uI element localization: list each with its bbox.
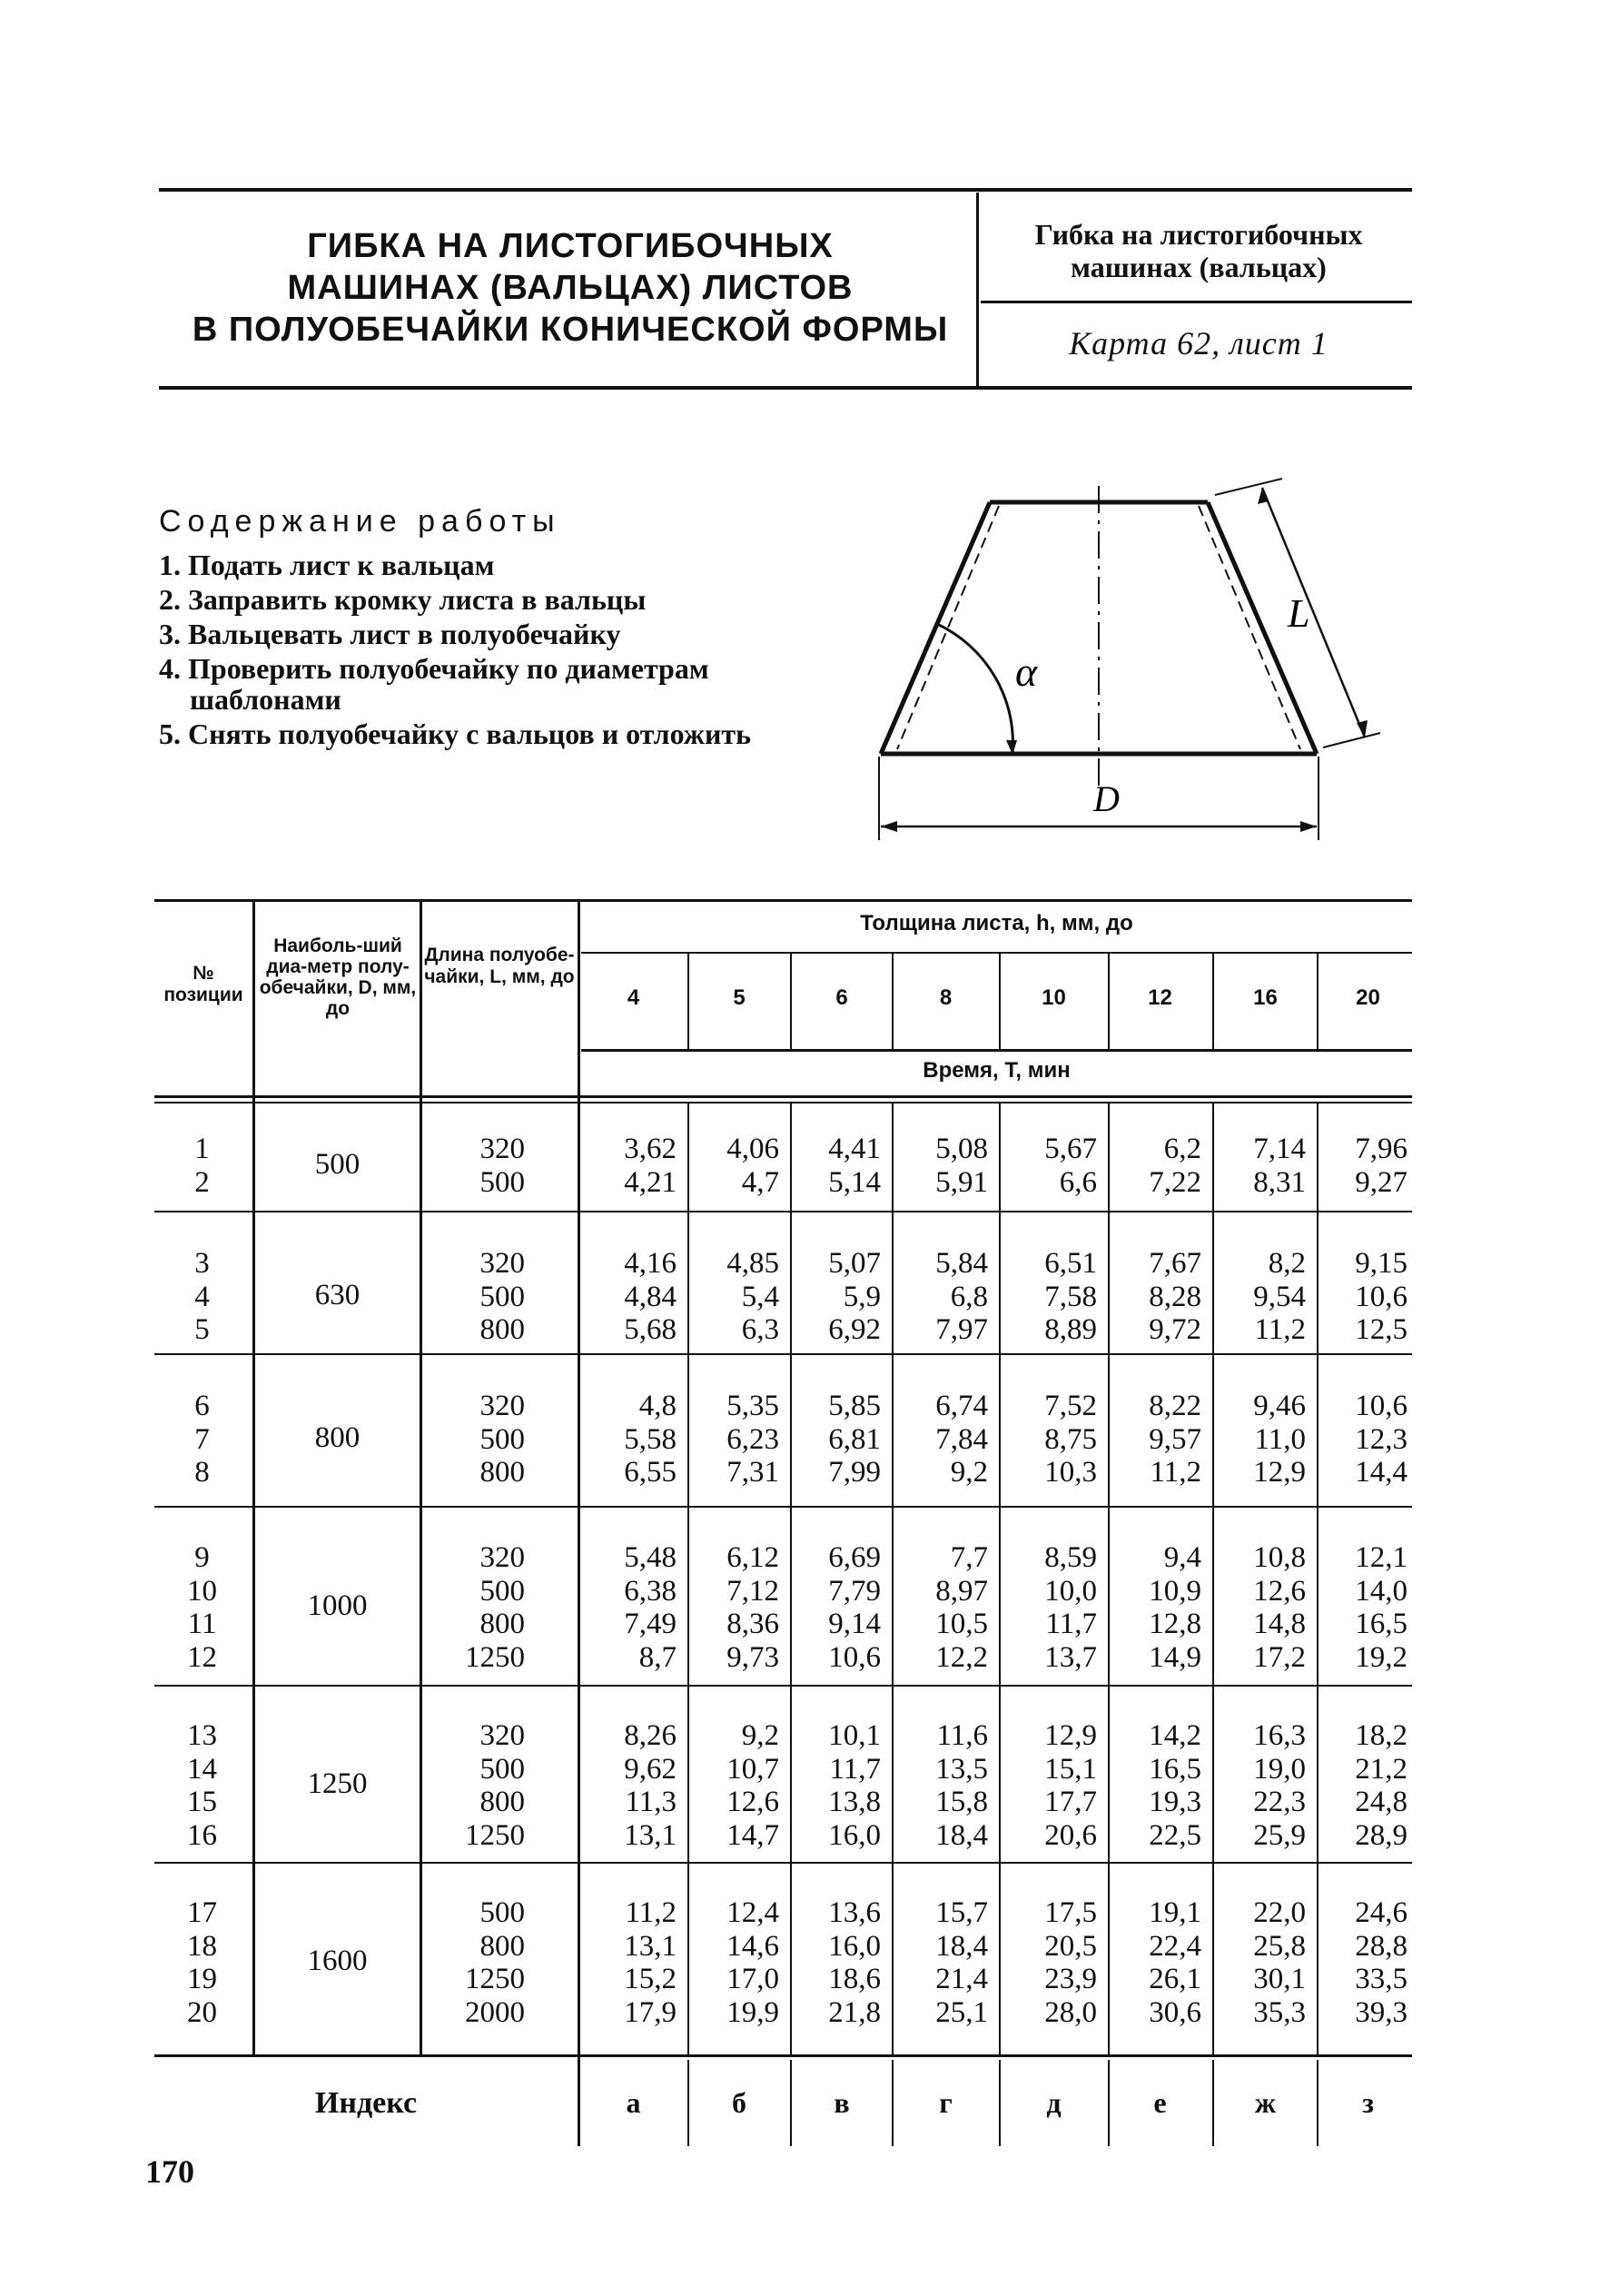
time-column-20: 9,15 10,6 12,5 (1355, 1247, 1408, 1346)
page-title: ГИБКА НА ЛИСТОГИБОЧНЫХ МАШИНАХ (ВАЛЬЦАХ) ЛИСТОВ В ПОЛУОБЕЧАЙКИ КОНИЧЕСКОЙ ФОРМЫ (192, 227, 949, 349)
work-heading: Содержание работы (159, 504, 561, 539)
time-column-6: 5,85 6,81 7,99 (828, 1390, 881, 1489)
section-title: Гибка на листогибочных машинах (вальцах) (1034, 218, 1363, 283)
time-column-16: 9,46 11,0 12,9 (1253, 1390, 1306, 1489)
page-number: 170 (145, 2153, 194, 2190)
time-column-8: 5,84 6,8 7,97 (935, 1247, 988, 1346)
time-column-8: 6,74 7,84 9,2 (935, 1390, 988, 1489)
header-thickness: Толщина листа, h, мм, до (860, 911, 1133, 935)
time-column-10: 7,52 8,75 10,3 (1044, 1390, 1097, 1489)
time-column-8: 7,7 8,97 10,5 12,2 (935, 1541, 988, 1674)
index-letter: г (939, 2086, 953, 2119)
time-column-5: 4,85 5,4 6,3 (726, 1247, 779, 1346)
time-column-16: 22,0 25,8 30,1 35,3 (1253, 1896, 1306, 2029)
time-column-4: 4,16 4,84 5,68 (624, 1247, 677, 1346)
position-numbers: 13 14 15 16 (187, 1719, 217, 1852)
thickness-12: 12 (1148, 985, 1172, 1010)
time-column-12: 9,4 10,9 12,8 14,9 (1149, 1541, 1201, 1674)
header-side-divider (981, 301, 1412, 303)
time-column-6: 13,6 16,0 18,6 21,8 (828, 1896, 881, 2029)
card-label: Карта 62, лист 1 (1069, 325, 1328, 361)
thickness-8: 8 (939, 985, 953, 1010)
time-column-6: 4,41 5,14 (828, 1133, 881, 1199)
time-column-12: 7,67 8,28 9,72 (1149, 1247, 1201, 1346)
position-numbers: 17 18 19 20 (187, 1896, 217, 2029)
index-letter: д (1046, 2086, 1062, 2119)
diameter-value: 500 (314, 1147, 361, 1181)
cone-left-edge (881, 502, 990, 754)
thickness-16: 16 (1253, 985, 1278, 1010)
thickness-6: 6 (835, 985, 848, 1010)
header-time: Время, T, мин (923, 1058, 1071, 1083)
header-bottom-rule (159, 386, 1412, 390)
time-column-4: 8,26 9,62 11,3 13,1 (624, 1719, 677, 1852)
work-step: 5. Снять полуобечайку с вальцов и отложить (159, 718, 752, 750)
index-letter: е (1153, 2086, 1167, 2119)
time-column-20: 12,1 14,0 16,5 19,2 (1355, 1541, 1408, 1674)
time-column-12: 8,22 9,57 11,2 (1149, 1390, 1201, 1489)
work-step: 3. Вальцевать лист в полуобечайку (159, 618, 621, 650)
position-numbers: 9 10 11 12 (187, 1541, 217, 1674)
index-letter: ж (1254, 2086, 1277, 2119)
time-column-5: 5,35 6,23 7,31 (726, 1390, 779, 1489)
time-column-8: 15,7 18,4 21,4 25,1 (935, 1896, 988, 2029)
index-letter: в (834, 2086, 850, 2119)
label-alpha: α (1015, 648, 1038, 695)
time-column-5: 4,06 4,7 (726, 1133, 779, 1199)
index-letter: б (732, 2086, 746, 2119)
length-values: 320 500 800 1250 (465, 1541, 525, 1674)
time-column-20: 7,96 9,27 (1355, 1133, 1408, 1199)
diameter-value: 800 (314, 1420, 361, 1454)
index-label: Индекс (314, 2086, 418, 2120)
header-top-rule (159, 188, 1412, 192)
time-column-16: 16,3 19,0 22,3 25,9 (1253, 1719, 1306, 1852)
time-column-16: 8,2 9,54 11,2 (1253, 1247, 1306, 1346)
time-column-10: 5,67 6,6 (1044, 1133, 1097, 1199)
time-column-4: 5,48 6,38 7,49 8,7 (624, 1541, 677, 1674)
time-column-5: 9,2 10,7 12,6 14,7 (726, 1719, 779, 1852)
time-column-4: 11,2 13,1 15,2 17,9 (624, 1896, 677, 2029)
thickness-20: 20 (1356, 985, 1380, 1010)
time-column-20: 24,6 28,8 33,5 39,3 (1355, 1896, 1408, 2029)
position-numbers: 6 7 8 (194, 1390, 210, 1489)
time-column-8: 5,08 5,91 (935, 1133, 988, 1199)
cone-diagram (872, 468, 1398, 840)
time-column-6: 5,07 5,9 6,92 (828, 1247, 881, 1346)
length-values: 320 500 800 (479, 1390, 525, 1489)
time-column-6: 10,1 11,7 13,8 16,0 (828, 1719, 881, 1852)
label-L: L (1288, 591, 1310, 636)
time-column-12: 6,2 7,22 (1149, 1133, 1201, 1199)
time-column-12: 19,1 22,4 26,1 30,6 (1149, 1896, 1201, 2029)
length-values: 320 500 800 1250 (465, 1719, 525, 1852)
time-column-6: 6,69 7,79 9,14 10,6 (828, 1541, 881, 1674)
header-position: № позиции (163, 963, 243, 1005)
time-column-20: 10,6 12,3 14,4 (1355, 1390, 1408, 1489)
position-numbers: 3 4 5 (194, 1247, 210, 1346)
angle-arc (937, 624, 1012, 754)
length-values: 320 500 (479, 1133, 525, 1199)
thickness-4: 4 (627, 985, 640, 1010)
time-column-10: 17,5 20,5 23,9 28,0 (1044, 1896, 1097, 2029)
work-step: 4. Проверить полуобечайку по диаметрам шаблонами (159, 652, 709, 716)
time-column-16: 10,8 12,6 14,8 17,2 (1253, 1541, 1306, 1674)
time-column-8: 11,6 13,5 15,8 18,4 (935, 1719, 988, 1852)
time-column-4: 4,8 5,58 6,55 (624, 1390, 677, 1489)
time-column-5: 12,4 14,6 17,0 19,9 (726, 1896, 779, 2029)
index-letter: з (1362, 2086, 1374, 2119)
header-diameter: Наиболь-ший диа-метр полу-обечайки, D, мм, до (259, 935, 417, 1019)
header-length: Длина полуобе-чайки, L, мм, до (424, 945, 575, 987)
position-numbers: 1 2 (194, 1133, 210, 1199)
length-values: 320 500 800 (479, 1247, 525, 1346)
length-values: 500 800 1250 2000 (465, 1896, 525, 2029)
time-column-5: 6,12 7,12 8,36 9,73 (726, 1541, 779, 1674)
work-step: 1. Подать лист к вальцам (159, 549, 495, 581)
time-column-16: 7,14 8,31 (1253, 1133, 1306, 1199)
thickness-10: 10 (1042, 985, 1066, 1010)
time-column-4: 3,62 4,21 (624, 1133, 677, 1199)
label-D: D (1093, 778, 1120, 819)
time-column-10: 6,51 7,58 8,89 (1044, 1247, 1097, 1346)
time-column-20: 18,2 21,2 24,8 28,9 (1355, 1719, 1408, 1852)
diameter-value: 1000 (307, 1589, 368, 1622)
dimension-L (1262, 488, 1365, 737)
time-column-10: 12,9 15,1 17,7 20,6 (1044, 1719, 1097, 1852)
work-steps (159, 549, 849, 753)
diameter-value: 1600 (307, 1945, 368, 1977)
index-letter: а (626, 2086, 641, 2119)
work-step: 2. Заправить кромку листа в вальцы (159, 583, 647, 616)
diameter-value: 630 (314, 1278, 361, 1311)
thickness-5: 5 (733, 985, 746, 1010)
time-column-10: 8,59 10,0 11,7 13,7 (1044, 1541, 1097, 1674)
diameter-value: 1250 (307, 1767, 368, 1800)
time-column-12: 14,2 16,5 19,3 22,5 (1149, 1719, 1201, 1852)
